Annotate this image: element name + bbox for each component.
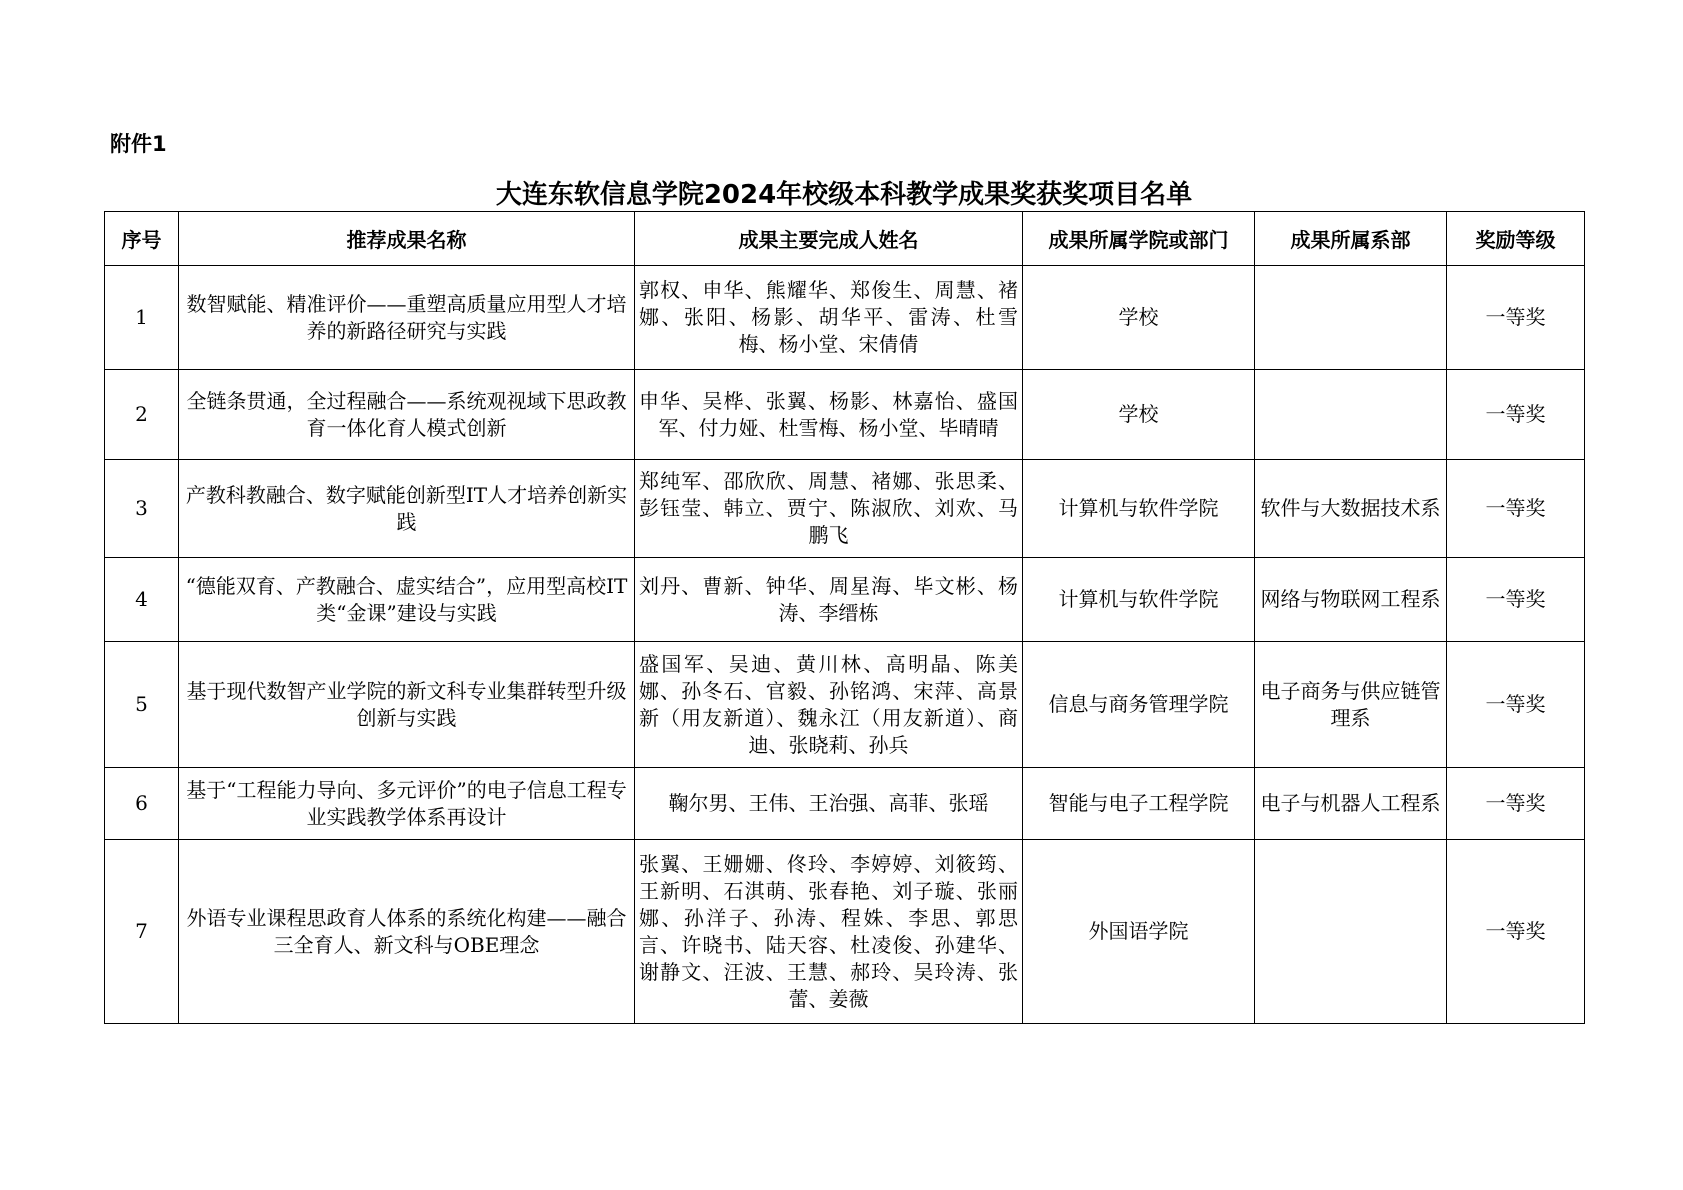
cell-no: 4 <box>105 558 179 642</box>
cell-level: 一等奖 <box>1447 266 1585 370</box>
table-row <box>105 558 1585 642</box>
cell-no: 7 <box>105 840 179 1024</box>
cell-college: 计算机与软件学院 <box>1023 558 1255 642</box>
cell-dept <box>1255 370 1447 460</box>
cell-no: 1 <box>105 266 179 370</box>
cell-level: 一等奖 <box>1447 768 1585 840</box>
cell-name: “德能双育、产教融合、虚实结合”，应用型高校IT类“金课”建设与实践 <box>179 558 635 642</box>
cell-dept: 电子商务与供应链管理系 <box>1255 642 1447 768</box>
cell-people: 鞠尔男、王伟、王治强、高菲、张瑶 <box>635 768 1023 840</box>
cell-level: 一等奖 <box>1447 460 1585 558</box>
attachment-label: 附件1 <box>110 132 167 156</box>
cell-people: 申华、吴桦、张翼、杨影、林嘉怡、盛国军、付力娅、杜雪梅、杨小堂、毕晴晴 <box>635 370 1023 460</box>
cell-college: 信息与商务管理学院 <box>1023 642 1255 768</box>
header-name: 推荐成果名称 <box>179 212 635 266</box>
cell-dept <box>1255 840 1447 1024</box>
table-row <box>105 768 1585 840</box>
cell-no: 5 <box>105 642 179 768</box>
cell-college: 计算机与软件学院 <box>1023 460 1255 558</box>
table-row <box>105 266 1585 370</box>
cell-dept: 软件与大数据技术系 <box>1255 460 1447 558</box>
cell-people: 郑纯军、邵欣欣、周慧、褚娜、张思柔、彭钰莹、韩立、贾宁、陈淑欣、刘欢、马鹏飞 <box>635 460 1023 558</box>
cell-no: 3 <box>105 460 179 558</box>
table-row <box>105 460 1585 558</box>
header-dept: 成果所属系部 <box>1255 212 1447 266</box>
cell-people: 张翼、王姗姗、佟玲、李婷婷、刘筱筠、王新明、石淇萌、张春艳、刘子璇、张丽娜、孙洋子、孙涛、程姝、李思、郭思言、许晓书、陆天容、杜凌俊、孙建华、谢静文、汪波、王慧、郝玲、吴玲涛、张蕾、姜薇 <box>635 840 1023 1024</box>
cell-level: 一等奖 <box>1447 370 1585 460</box>
cell-people: 郭权、申华、熊耀华、郑俊生、周慧、褚娜、张阳、杨影、胡华平、雷涛、杜雪梅、杨小堂、宋倩倩 <box>635 266 1023 370</box>
header-college: 成果所属学院或部门 <box>1023 212 1255 266</box>
table-row <box>105 840 1585 1024</box>
cell-dept <box>1255 266 1447 370</box>
cell-no: 2 <box>105 370 179 460</box>
cell-level: 一等奖 <box>1447 642 1585 768</box>
cell-name: 数智赋能、精准评价——重塑高质量应用型人才培养的新路径研究与实践 <box>179 266 635 370</box>
cell-college: 智能与电子工程学院 <box>1023 768 1255 840</box>
document-title: 大连东软信息学院2024年校级本科教学成果奖获奖项目名单 <box>495 180 1193 210</box>
cell-people: 盛国军、吴迪、黄川林、高明晶、陈美娜、孙冬石、官毅、孙铭鸿、宋萍、高景新（用友新道）、魏永江（用友新道）、商迪、张晓莉、孙兵 <box>635 642 1023 768</box>
cell-name: 全链条贯通，全过程融合——系统观视域下思政教育一体化育人模式创新 <box>179 370 635 460</box>
cell-name: 基于现代数智产业学院的新文科专业集群转型升级创新与实践 <box>179 642 635 768</box>
cell-name: 外语专业课程思政育人体系的系统化构建——融合三全育人、新文科与OBE理念 <box>179 840 635 1024</box>
cell-people: 刘丹、曹新、钟华、周星海、毕文彬、杨涛、李缙栋 <box>635 558 1023 642</box>
cell-dept: 网络与物联网工程系 <box>1255 558 1447 642</box>
table-header-row <box>105 212 1585 266</box>
cell-name: 基于“工程能力导向、多元评价”的电子信息工程专业实践教学体系再设计 <box>179 768 635 840</box>
awards-table <box>104 211 1585 1024</box>
cell-college: 外国语学院 <box>1023 840 1255 1024</box>
table-row <box>105 642 1585 768</box>
cell-dept: 电子与机器人工程系 <box>1255 768 1447 840</box>
header-people: 成果主要完成人姓名 <box>635 212 1023 266</box>
cell-level: 一等奖 <box>1447 840 1585 1024</box>
cell-college: 学校 <box>1023 266 1255 370</box>
table-row <box>105 370 1585 460</box>
cell-no: 6 <box>105 768 179 840</box>
cell-college: 学校 <box>1023 370 1255 460</box>
header-no: 序号 <box>105 212 179 266</box>
cell-name: 产教科教融合、数字赋能创新型IT人才培养创新实践 <box>179 460 635 558</box>
header-level: 奖励等级 <box>1447 212 1585 266</box>
cell-level: 一等奖 <box>1447 558 1585 642</box>
